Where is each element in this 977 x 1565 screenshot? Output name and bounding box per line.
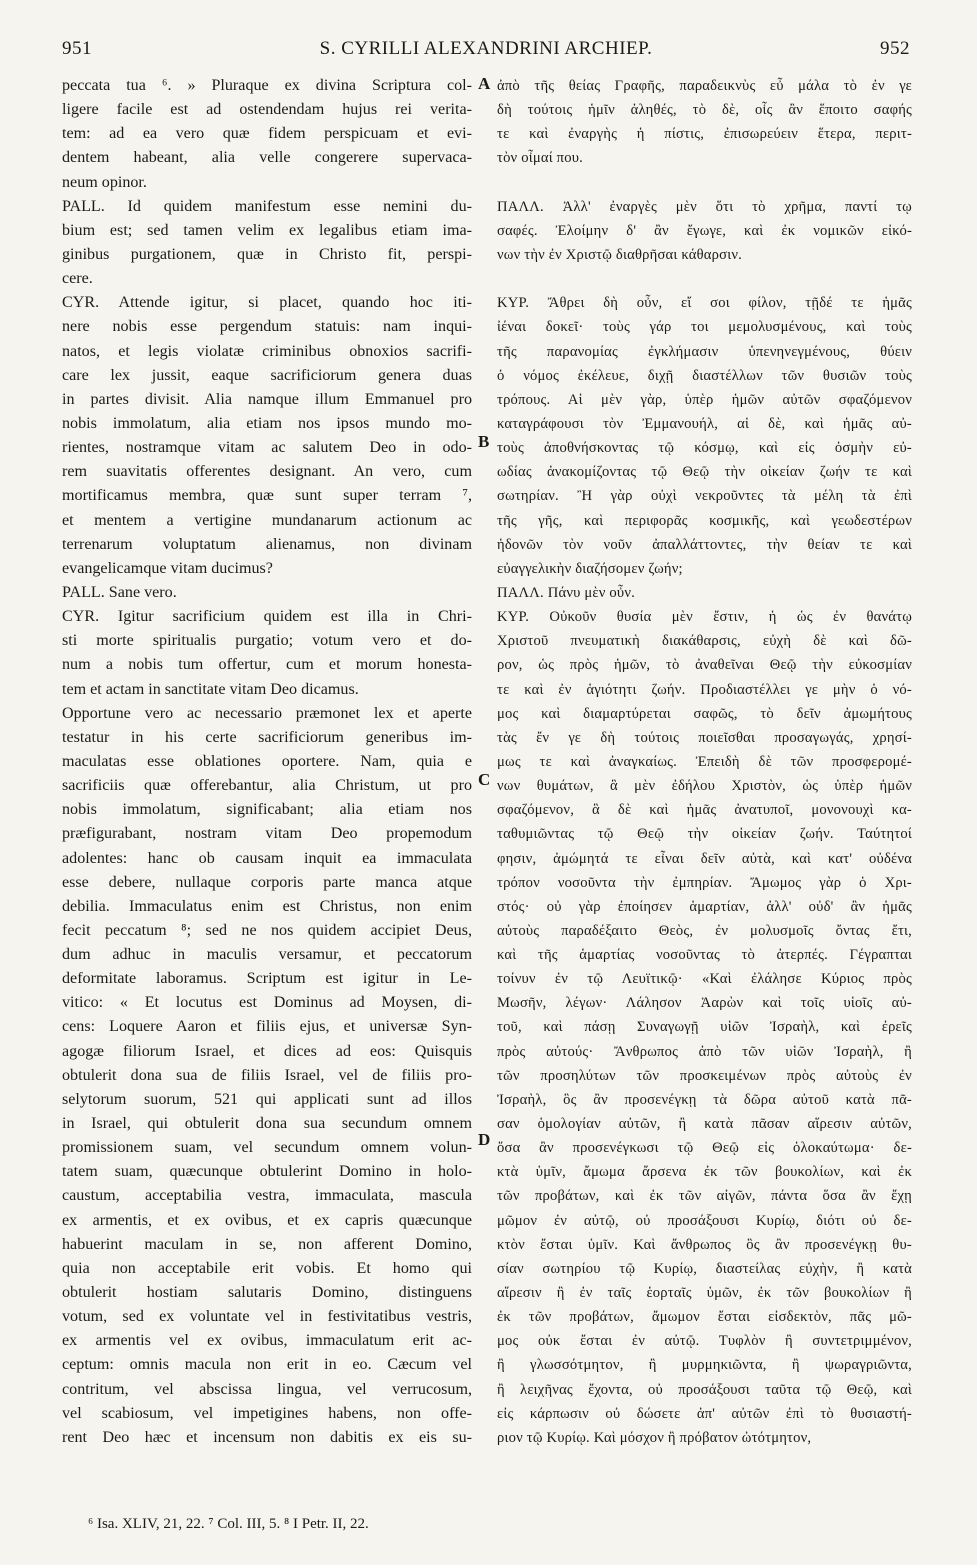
greek-line: ἐκ τῶν προβάτων, ἄμωμον ἔσται εἰσδεκτὸν, πᾶς μῶ- (497, 1309, 912, 1326)
latin-line: natos, et legis violatæ criminibus obnoxios sacrifi- (62, 342, 472, 360)
latin-line: selytorum suorum, 521 qui applicati sunt ad illos (62, 1090, 472, 1108)
greek-line: ἰέναι δοκεῖ· τοὺς γάρ τοι μεμολυσμένους, καὶ τοὺς (497, 319, 912, 336)
latin-line: ex armentis vel ex ovibus, immaculatum erit ac- (62, 1332, 472, 1350)
greek-line: ὅσα ἂν προσενέγκωσι τῷ Θεῷ εἰς ὁλοκαύτωμα· δε- (497, 1140, 912, 1157)
greek-line: ἢ λειχῆνας ἔχοντα, οὐ προσάξουσι ταῦτα τῷ Θεῷ, καὶ (497, 1381, 912, 1398)
greek-line: σωτηρίαν. Ἢ γὰρ οὐχὶ νεκροῦντες τὰ μέλη τὰ ἐπὶ (497, 488, 912, 505)
latin-line: CYR. Igitur sacrificium quidem est illa in Chri- (62, 608, 472, 626)
greek-line: εὐαγγελικὴν διαζήσομεν ζωήν; (497, 560, 683, 577)
latin-line: num a nobis tum offertur, cum et morum honesta- (62, 656, 472, 674)
greek-line (497, 267, 912, 291)
latin-line: neum opinor. (62, 173, 147, 191)
latin-line: tem et actam in sanctitate vitam Deo dicamus. (62, 680, 359, 698)
latin-line: esse debere, nullaque corporis parte manca atque (62, 873, 472, 891)
greek-line: σαφές. Ἐλοίμην δ' ἂν ἔγωγε, καὶ ἐκ νομικῶν εἰκό- (497, 222, 912, 239)
latin-line: rientes, nostramque vitam ac salutem Deo in odo- (62, 439, 472, 457)
greek-line: ΚΥΡ. Οὐκοῦν θυσία μὲν ἔστιν, ἡ ὡς ἐν θανάτῳ (497, 609, 912, 626)
greek-line: τῆς παρανομίας ἐγκλήμασιν ὑπενηνεγμένους, θύειν (497, 343, 912, 360)
greek-line: κτὸν ἔσται ὑμῖν. Καὶ ἄνθρωπος ὃς ἂν προσενέγκῃ θυ- (497, 1236, 912, 1253)
latin-line: votum, sed ex voluntate vel in festivitatibus vestris, (62, 1308, 472, 1326)
greek-line: ωδίας ἀνακομίζοντας τῷ Θεῷ τὴν οἰκείαν ζωήν τε καὶ (497, 464, 912, 481)
latin-line: contritum, vel abscissa lingua, vel verrucosum, (62, 1380, 472, 1398)
section-marker-c: C (478, 770, 491, 789)
greek-line: τοῦ, καὶ πάσῃ Συναγωγῇ υἱῶν Ἰσραὴλ, καὶ ἐρεῖς (497, 1019, 912, 1036)
greek-line: τρόπους. Αἱ μὲν γὰρ, ὑπὲρ ἡμῶν αὐτῶν σφαζόμενον (497, 391, 912, 408)
greek-line: Ἰσραὴλ, ὃς ἂν προσενέγκῃ τὰ δῶρα αὐτοῦ κατὰ πᾶ- (497, 1091, 912, 1108)
latin-line: nobis immolatum, significabant; alia etiam nos (62, 801, 472, 819)
page-header (62, 38, 910, 68)
latin-line: caustum, acceptabilia vestra, immaculata, mascula (62, 1187, 472, 1205)
greek-line: μως τε καὶ ἀναγκαίως. Ἐπειδὴ δὲ τῶν προσφερομέ- (497, 753, 912, 770)
latin-line: Opportune vero ac necessario præmonet lex et aperte (62, 704, 472, 722)
latin-line: evangelicamque vitam ducimus? (62, 559, 273, 577)
greek-line: ΚΥΡ. Ἄθρει δὴ οὖν, εἴ σοι φίλον, τῇδέ τε ἡμᾶς (497, 295, 912, 312)
greek-line: καὶ τῆς ἁμαρτίας νοσοῦντας τὸ ἀτερπές. Γέγραπται (497, 947, 912, 964)
greek-line: σφαζόμενον, ἃ δὲ καὶ ἡμᾶς ἀνατυποῖ, μονονουχὶ κα- (497, 802, 912, 819)
greek-line: ριον τῷ Κυρίῳ. Καὶ μόσχον ἢ πρόβατον ὠτότμητον, (497, 1429, 812, 1446)
latin-line: nere nobis esse pergendum statuis: nam inqui- (62, 318, 472, 336)
greek-line: νων θυμάτων, ἃ μὲν ἐδήλου Χριστὸν, ὡς ὑπὲρ ἡμῶν (497, 778, 912, 795)
greek-line: τὰς ἔν γε δὴ τούτοις ποιεῖσθαι προσαγωγάς, χρησί- (497, 729, 912, 746)
latin-line: deformitate laboramus. Scriptum est igitur in Le- (62, 970, 472, 988)
latin-line: peccata tua ⁶. » Pluraque ex divina Scriptura col- (62, 77, 472, 94)
greek-line: πρὸς αὐτούς· Ἄνθρωπος ἀπὸ τῶν υἱῶν Ἰσραὴλ, ἢ (497, 1043, 912, 1060)
latin-line: agogæ filiorum Israel, et dices ad eos: Quisquis (62, 1042, 472, 1060)
latin-line: ceptum: omnis macula non erit in eo. Cæcum vel (62, 1356, 472, 1374)
greek-line: τῆς γῆς, καὶ περιφορᾶς κοσμικῆς, καὶ γεωδεστέρων (497, 512, 912, 529)
section-marker-d: D (478, 1130, 491, 1149)
latin-line: terrenarum voluptatum alienamus, non divinam (62, 535, 472, 553)
greek-line: ἢ γλωσσότμητον, ἢ μυρμηκιῶντα, ἢ ψωραγριῶντα, (497, 1357, 912, 1374)
latin-line: sacrificiis quæ offerebantur, alia Christum, ut pro (62, 777, 472, 795)
greek-line: αὐτοὺς παραδέξαιτο Θεὸς, ἐν μολυσμοῖς ὄντας ἔτι, (497, 922, 912, 939)
latin-line: habuerint maculam in se, non afferent Domino, (62, 1235, 472, 1253)
latin-line: dentem habeant, alia velle congerere supervaca- (62, 149, 472, 167)
section-marker-a: A (478, 74, 491, 93)
latin-line: bium est; sed tamen velim ex legalibus etiam ima- (62, 221, 472, 239)
latin-line: ex armentis, et ex ovibus, et ex capris quæcunque (62, 1211, 472, 1229)
latin-line: fecit peccatum ⁸; sed ne nos quidem accipiet Deus, (62, 921, 472, 939)
greek-line: ὁ νόμος ἐκέλευε, διχῇ διαστέλλων τῶν θυσιῶν τοὺς (497, 367, 912, 384)
latin-line: PALL. Id quidem manifestum esse nemini du- (62, 197, 472, 215)
greek-line: τὸν οἶμαί που. (497, 150, 584, 167)
greek-line: ΠΑΛΛ. Πάνυ μὲν οὖν. (497, 584, 635, 601)
greek-line: μος καὶ διαμαρτύρεται σαφῶς, τὸ δεῖν ἀμωμήτους (497, 705, 912, 722)
latin-line: adolentes: hanc ob causam inquit ea immaculata (62, 849, 472, 867)
latin-line: PALL. Sane vero. (62, 583, 177, 601)
greek-column (497, 74, 912, 1450)
latin-line: nobis immolatum, alia etiam nos ipsos mundo mo- (62, 414, 472, 432)
greek-line: τρόπον νοσοῦντα τὴν ἐμπηρίαν. Ἄμωμος γὰρ ὁ Χρι- (497, 874, 912, 891)
latin-line: maculatas esse oblationes oportere. Nam, quia e (62, 752, 472, 770)
column-number-right: 952 (880, 38, 910, 59)
greek-line: τῶν προσηλύτων τῶν προσκειμένων πρὸς αὐτοὺς ἐν (497, 1067, 912, 1084)
latin-column (62, 74, 472, 1450)
footnotes: ⁶ Isa. XLIV, 21, 22. ⁷ Col. III, 5. ⁸ I Petr. II, 22. (88, 1516, 369, 1532)
latin-line: promissionem suam, vel secundum omnem volun- (62, 1139, 472, 1157)
latin-line: obtulerit dona sua de filiis Israel, vel de filiis pro- (62, 1066, 472, 1084)
greek-line: τοίνυν ἐν τῷ Λευϊτικῷ· «Καὶ ἐλάλησε Κύριος πρὸς (497, 971, 912, 988)
latin-line: obtulerit hostiam salutaris Domino, distinguens (62, 1284, 472, 1302)
latin-line: cere. (62, 270, 93, 288)
latin-line: sti morte spiritualis purgatio; votum vero et do- (62, 632, 472, 650)
column-number-left: 951 (62, 38, 92, 59)
greek-line: σαν ὁμολογίαν αὐτῶν, ἢ κατὰ πᾶσαν αἵρεσιν αὐτῶν, (497, 1116, 912, 1133)
latin-line: et mentem a vertigine mundanarum actionum ac (62, 511, 472, 529)
latin-line: tem: ad ea vero quæ fidem perspicuam et evi- (62, 125, 472, 143)
greek-line: εἰς κάρπωσιν οὐ δώσετε ἀπ' αὐτῶν ἐπὶ τὸ θυσιαστή- (497, 1405, 912, 1422)
greek-line: νων τὴν ἐν Χριστῷ διαθρῆσαι κάθαρσιν. (497, 246, 742, 263)
latin-line: rem suavitatis offerentes designant. An vero, cum (62, 463, 472, 481)
latin-line: CYR. Attende igitur, si placet, quando hoc iti- (62, 294, 472, 312)
greek-line: ρον, ὡς πρὸς ἡμῶν, τὸ ἀναθεῖναι Θεῷ τὴν εὐκοσμίαν (497, 657, 912, 674)
latin-line: in Israel, qui obtulerit dona sua secundum omnem (62, 1115, 472, 1133)
running-title: S. CYRILLI ALEXANDRINI ARCHIEP. (319, 38, 653, 59)
greek-line: στός· οὐ γὰρ ἐποίησεν ἁμαρτίαν, ἀλλ' οὐδ' ἂν ἡμᾶς (497, 898, 912, 915)
latin-line: debilia. Immaculatus enim est Christus, non enim (62, 897, 472, 915)
greek-line: δὴ τούτοις ἡμῖν ἀληθές, τὸ δὲ, οἷς ἂν ἕποιτο σαφής (497, 102, 912, 119)
greek-line: ἀπὸ τῆς θείας Γραφῆς, παραδεικνὺς εὖ μάλα τὸ ἐν γε (497, 78, 912, 94)
greek-line: τε καὶ ἐναργὴς ἡ πίστις, ἐπισωρεύειν ἕτερα, περιτ- (497, 126, 912, 143)
latin-line: quia non acceptabile erit vobis. Et homo qui (62, 1259, 472, 1277)
latin-line: tatem suam, quæcunque obtulerint Domino in holo- (62, 1163, 472, 1181)
latin-line: dum adhuc in maculis versamur, et peccatorum (62, 946, 472, 964)
latin-line: vel scabiosum, vel impetigines habens, non offe- (62, 1404, 472, 1422)
greek-line: αἵρεσιν ἢ ἐν ταῖς ἑορταῖς ὑμῶν, ἐκ τῶν βουκολίων ἢ (497, 1285, 912, 1302)
greek-line: ταθυμιῶντας τῷ Θεῷ τὴν οἰκείαν ζωήν. Ταύτητοί (497, 826, 912, 843)
greek-line: σίαν σωτηρίου τῷ Κυρίῳ, διαστείλας εὐχὴν, ἢ κατὰ (497, 1260, 912, 1277)
section-marker-b: B (478, 432, 490, 451)
greek-line: καταγράφουσι τὸν Ἐμμανουήλ, αἱ δὲ, καὶ ἡμᾶς αὐ- (497, 415, 912, 432)
latin-line: rent Deo hæc et incensum non dabitis ex eis su- (62, 1428, 472, 1446)
greek-line: ἡδονῶν τὸν νοῦν ἀπαλλάττοντες, τὴν θείαν τε καὶ (497, 536, 912, 553)
latin-line: ligere facile est ad ostendendam hujus rei verita- (62, 101, 472, 119)
greek-line: κτὰ ὑμῖν, ἄμωμα ἄρσενα ἐκ τῶν βουκολίων, καὶ ἐκ (497, 1164, 912, 1181)
latin-line: ginibus purgationem, quæ in Christo fit, perspi- (62, 245, 472, 263)
latin-line: in partes divisit. Alia namque illum Emmanuel pro (62, 390, 472, 408)
latin-line: testatur in his certe sacrificiorum generibus im- (62, 728, 472, 746)
greek-line: φησιν, ἀμώμητά τε εἶναι δεῖν αὐτὰ, καὶ κατ' οὐδένα (497, 850, 912, 867)
greek-line: μῶμον ἐν αὐτῷ, οὐ προσάξουσι Κυρίῳ, διότι οὐ δε- (497, 1212, 912, 1229)
greek-line: Χριστοῦ πνευματικὴ διακάθαρσις, εὐχὴ δὲ καὶ δῶ- (497, 633, 912, 650)
greek-line: μος οὐκ ἔσται ἐν αὐτῷ. Τυφλὸν ἢ συντετριμμένον, (497, 1333, 912, 1350)
greek-line: ΠΑΛΛ. Ἀλλ' ἐναργὲς μὲν ὅτι τὸ χρῆμα, παντί τῳ (497, 198, 912, 215)
greek-line: τῶν προβάτων, καὶ ἐκ τῶν αἰγῶν, πάντα ὅσα ἂν ἔχῃ (497, 1188, 912, 1205)
latin-line: cens: Loquere Aaron et filiis ejus, et universæ Syn- (62, 1018, 472, 1036)
greek-line (497, 171, 912, 195)
greek-line: τε καὶ ἐν ἁγιότητι ζωήν. Προδιαστέλλει γε μὴν ὁ νό- (497, 681, 912, 698)
latin-line: vitico: « Et locutus est Dominus ad Moysen, di- (62, 994, 472, 1012)
latin-line: care lex jussit, eaque sacrificiorum genera duas (62, 366, 472, 384)
latin-line: mortificamus membra, quæ sunt super terram ⁷, (62, 487, 472, 505)
greek-line: τοὺς ἀποθνήσκοντας τῷ κόσμῳ, καὶ εἰς ὀσμὴν εὐ- (497, 440, 912, 457)
greek-line: Μωσῆν, λέγων· Λάλησον Ἀαρὼν καὶ τοῖς υἱοῖς αὐ- (497, 995, 912, 1012)
latin-line: præfigurabant, nostram vitam Deo propemodum (62, 825, 472, 843)
